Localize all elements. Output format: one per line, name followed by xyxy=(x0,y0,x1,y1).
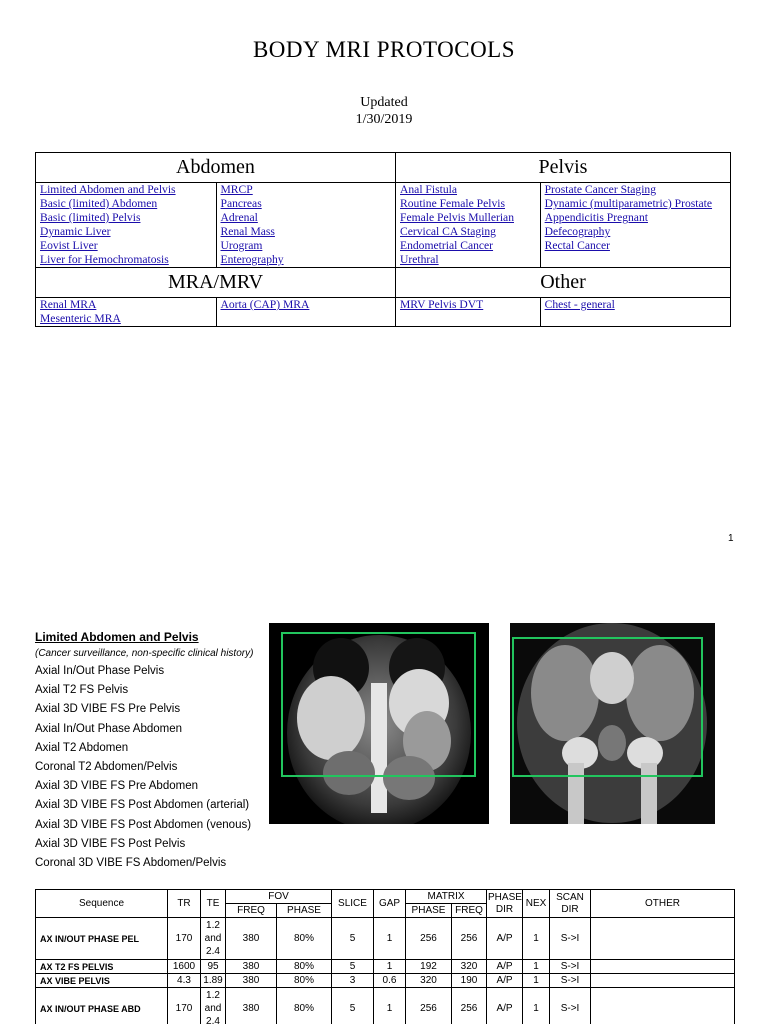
pelvis-col2 xyxy=(540,183,730,267)
te-value: 2.4 xyxy=(206,946,220,957)
protocol-link[interactable]: Basic (limited) Abdomen xyxy=(40,197,158,210)
protocol-link xyxy=(541,253,730,267)
protocol-link[interactable]: Adrenal xyxy=(220,211,258,224)
protocol-link[interactable]: Female Pelvis Mullerian xyxy=(400,211,514,224)
protocol-link[interactable]: Urethral xyxy=(400,253,439,266)
cell-freq: 380 xyxy=(226,960,277,974)
cell-slice: 5 xyxy=(332,960,374,974)
section-subtitle: (Cancer surveillance, non-specific clinical history) xyxy=(35,648,254,659)
cell-sdir: S->I xyxy=(550,918,591,960)
cell-tr: 170 xyxy=(168,988,201,1024)
cell-nex: 1 xyxy=(523,960,550,974)
cell-te xyxy=(201,988,226,1024)
protocol-row xyxy=(36,960,735,974)
protocol-rows xyxy=(36,918,735,1024)
cell-slice: 3 xyxy=(332,974,374,988)
cell-sdir: S->I xyxy=(550,960,591,974)
cell-pdir: A/P xyxy=(487,960,523,974)
col-phase-dir xyxy=(487,890,523,918)
cell-seq: AX IN/OUT PHASE PEL xyxy=(36,918,168,960)
section-limited-abdomen-pelvis xyxy=(35,629,270,873)
cell-tr: 4.3 xyxy=(168,974,201,988)
col-sequence: Sequence xyxy=(36,890,168,918)
te-value: and xyxy=(204,1003,222,1014)
protocol-link[interactable]: Limited Abdomen and Pelvis xyxy=(40,183,176,196)
protocol-row xyxy=(36,918,735,960)
protocol-link[interactable]: Liver for Hemochromatosis xyxy=(40,253,169,266)
cell-freq: 380 xyxy=(226,988,277,1024)
cell-other xyxy=(591,960,735,974)
cell-other xyxy=(591,988,735,1024)
col-fov-phase: PHASE xyxy=(277,904,332,918)
cell-m-phase: 256 xyxy=(406,988,452,1024)
sequence-item: Coronal 3D VIBE FS Abdomen/Pelvis xyxy=(35,857,227,870)
other-heading: Other xyxy=(396,268,731,298)
sequence-list xyxy=(35,662,270,873)
protocol-link[interactable]: Cervical CA Staging xyxy=(400,225,496,238)
cell-phase: 80% xyxy=(277,918,332,960)
cell-sdir: S->I xyxy=(550,988,591,1024)
sequence-item: Axial In/Out Phase Abdomen xyxy=(35,722,183,735)
sequence-item: Axial T2 FS Pelvis xyxy=(35,684,129,697)
protocol-link[interactable]: MRV Pelvis DVT xyxy=(400,298,484,311)
sequence-item: Axial In/Out Phase Pelvis xyxy=(35,665,165,677)
protocol-row xyxy=(36,974,735,988)
cell-gap: 0.6 xyxy=(374,974,406,988)
cell-slice: 5 xyxy=(332,918,374,960)
te-value: 2.4 xyxy=(206,1016,220,1024)
coronal-pelvis-mri-image xyxy=(510,623,715,824)
protocol-row xyxy=(36,988,735,1024)
cell-other xyxy=(591,974,735,988)
cell-nex: 1 xyxy=(523,988,550,1024)
cell-tr: 1600 xyxy=(168,960,201,974)
protocol-link[interactable]: Renal Mass xyxy=(220,225,275,238)
mra-heading: MRA/MRV xyxy=(36,268,396,298)
cell-te xyxy=(201,918,226,960)
protocol-link[interactable]: Renal MRA xyxy=(40,298,97,311)
cell-m-phase: 192 xyxy=(406,960,452,974)
col-matrix-freq: FREQ xyxy=(452,904,487,918)
cell-seq: AX VIBE PELVIS xyxy=(36,974,168,988)
col-scan-dir-line1: SCAN xyxy=(556,891,584,903)
cell-seq: AX T2 FS PELVIS xyxy=(36,960,168,974)
cell-gap: 1 xyxy=(374,918,406,960)
updated-date: 1/30/2019 xyxy=(355,112,413,127)
cell-gap: 1 xyxy=(374,960,406,974)
cell-pdir: A/P xyxy=(487,974,523,988)
protocol-link xyxy=(396,312,540,326)
abdomen-links-cell xyxy=(36,183,396,268)
protocol-link[interactable]: Prostate Cancer Staging xyxy=(544,183,657,196)
sequence-item: Axial T2 Abdomen xyxy=(35,741,129,754)
cell-gap: 1 xyxy=(374,988,406,1024)
col-nex: NEX xyxy=(523,890,550,918)
cell-m-phase: 256 xyxy=(406,918,452,960)
protocol-link[interactable]: Aorta (CAP) MRA xyxy=(220,298,310,311)
protocol-parameters-table xyxy=(35,889,735,1024)
other-col1 xyxy=(396,298,540,326)
col-scan-dir-line2: DIR xyxy=(561,903,579,915)
protocol-link[interactable]: Pancreas xyxy=(220,197,262,210)
cell-phase: 80% xyxy=(277,988,332,1024)
col-phase-dir-line1: PHASE xyxy=(488,891,522,903)
sequence-item: Coronal T2 Abdomen/Pelvis xyxy=(35,761,178,774)
sequence-item: Axial 3D VIBE FS Pre Pelvis xyxy=(35,703,181,716)
document-title: BODY MRI PROTOCOLS xyxy=(252,37,516,62)
mra-col1 xyxy=(36,298,216,326)
other-links-cell xyxy=(396,298,731,327)
updated-block xyxy=(0,94,768,128)
col-tr: TR xyxy=(168,890,201,918)
abdomen-heading: Abdomen xyxy=(36,153,396,183)
pelvis-heading: Pelvis xyxy=(396,153,731,183)
col-gap: GAP xyxy=(374,890,406,918)
col-fov: FOV xyxy=(226,890,332,904)
pelvis-links-cell xyxy=(396,183,731,268)
protocol-link xyxy=(541,312,730,326)
sequence-item: Axial 3D VIBE FS Pre Abdomen xyxy=(35,780,198,793)
cell-phase: 80% xyxy=(277,974,332,988)
cell-te xyxy=(201,960,226,974)
pelvis-col1 xyxy=(396,183,540,267)
cell-m-phase: 320 xyxy=(406,974,452,988)
protocol-link[interactable]: Dynamic Liver xyxy=(40,225,111,238)
cell-m-freq: 320 xyxy=(452,960,487,974)
col-matrix-phase: PHASE xyxy=(406,904,452,918)
te-value: 1.2 xyxy=(206,920,220,931)
cell-freq: 380 xyxy=(226,974,277,988)
page-number: 1 xyxy=(728,533,734,544)
te-value: 1.2 xyxy=(206,990,220,1001)
cell-nex: 1 xyxy=(523,974,550,988)
col-phase-dir-line2: DIR xyxy=(495,903,514,915)
protocol-link[interactable]: Enterography xyxy=(220,253,284,266)
cell-m-freq: 256 xyxy=(452,988,487,1024)
col-te: TE xyxy=(201,890,226,918)
protocol-link[interactable]: Appendicitis Pregnant xyxy=(544,211,648,224)
protocol-link[interactable]: Endometrial Cancer xyxy=(400,239,494,252)
updated-label: Updated xyxy=(360,95,408,110)
col-matrix: MATRIX xyxy=(406,890,487,904)
protocol-link[interactable]: Basic (limited) Pelvis xyxy=(40,211,141,224)
protocol-link[interactable]: Anal Fistula xyxy=(400,183,458,196)
section-title: Limited Abdomen and Pelvis xyxy=(35,630,199,644)
cell-phase: 80% xyxy=(277,960,332,974)
protocol-link xyxy=(217,312,396,326)
cell-pdir: A/P xyxy=(487,918,523,960)
sequence-item: Axial 3D VIBE FS Post Abdomen (venous) xyxy=(35,818,252,831)
cell-nex: 1 xyxy=(523,918,550,960)
col-other: OTHER xyxy=(591,890,735,918)
coronal-abdomen-mri-image xyxy=(269,623,489,824)
protocol-link[interactable]: Mesenteric MRA xyxy=(40,312,121,325)
protocol-link[interactable]: Chest - general xyxy=(544,298,615,311)
te-value: 95 xyxy=(207,961,219,972)
protocol-link[interactable]: Defecography xyxy=(544,225,611,238)
mra-col2 xyxy=(216,298,396,326)
protocol-link[interactable]: Urogram xyxy=(220,239,263,252)
protocol-index-table xyxy=(35,152,731,327)
cell-slice: 5 xyxy=(332,988,374,1024)
cell-tr: 170 xyxy=(168,918,201,960)
abdomen-col2 xyxy=(216,183,396,267)
protocol-link[interactable]: Rectal Cancer xyxy=(544,239,610,252)
cell-sdir: S->I xyxy=(550,974,591,988)
te-value: and xyxy=(204,933,222,944)
col-fov-freq: FREQ xyxy=(226,904,277,918)
protocol-link[interactable]: MRCP xyxy=(220,183,253,196)
cell-te xyxy=(201,974,226,988)
cell-m-freq: 190 xyxy=(452,974,487,988)
cell-pdir: A/P xyxy=(487,988,523,1024)
cell-other xyxy=(591,918,735,960)
protocol-link[interactable]: Eovist Liver xyxy=(40,239,98,252)
col-scan-dir xyxy=(550,890,591,918)
mra-links-cell xyxy=(36,298,396,327)
cell-seq: AX IN/OUT PHASE ABD xyxy=(36,988,168,1024)
sequence-item: Axial 3D VIBE FS Post Pelvis xyxy=(35,837,186,850)
col-slice: SLICE xyxy=(332,890,374,918)
other-col2 xyxy=(540,298,730,326)
cell-m-freq: 256 xyxy=(452,918,487,960)
te-value: 1.89 xyxy=(203,975,223,986)
protocol-link[interactable]: Dynamic (multiparametric) Prostate xyxy=(544,197,713,210)
cell-freq: 380 xyxy=(226,918,277,960)
abdomen-col1 xyxy=(36,183,216,267)
sequence-item: Axial 3D VIBE FS Post Abdomen (arterial) xyxy=(35,799,250,812)
protocol-link[interactable]: Routine Female Pelvis xyxy=(400,197,505,210)
